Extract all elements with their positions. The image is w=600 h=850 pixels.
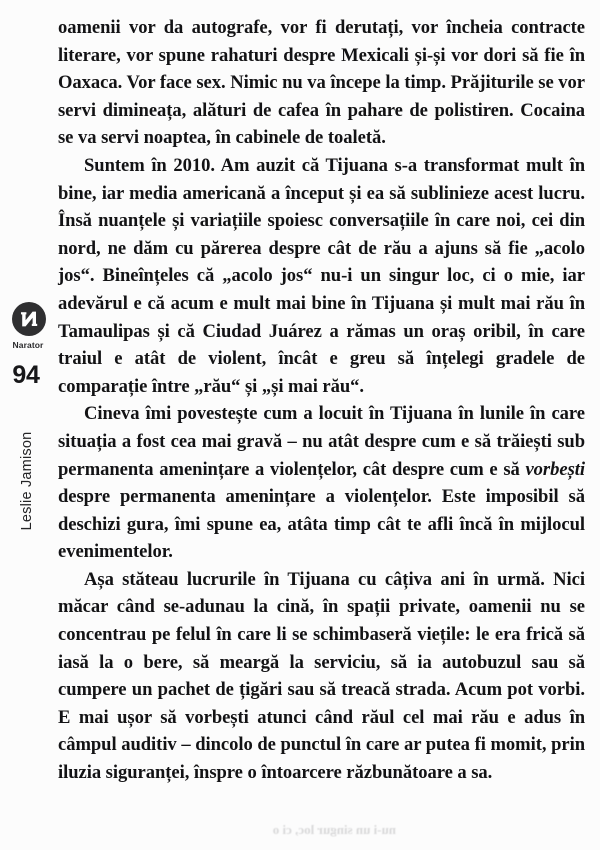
logo-n-glyph: [12, 302, 46, 336]
paragraph-text: oamenii vor da autografe, vor fi derutați, vor încheia contracte literare, vor spune rahaturi despre Mexicali și-și vor dori să fie în Oaxaca. Vor face sex. Nimic nu va începe la timp. Prăjiturile se vor servi dimineața, alături de cafea în pahare de polistiren. Cocaina se va servi noaptea, în cabinele de toaletă.: [58, 17, 585, 149]
paragraph-text: Suntem în 2010. Am auzit că Tijuana s-a transformat mult în bine, iar media americană a început și ea să sublinieze acest lucru. Însă nuanțele și variațiile spoiesc conversațiile în care noi, cei din nord, ne dăm cu părerea despre cât de rău a ajuns să fie „acolo jos“. Bineînțeles că „acolo jos“ nu-i un singur loc, ci o mie, iar adevărul e că acum e mult mai bine în Tijuana și mult mai rău în Tamaulipas și că Ciudad Juárez a rămas un oraș oribil, în care traiul e atât de violent, încât e greu să înțelegi gradele de comparație între „rău“ și „și mai rău“.: [58, 154, 585, 397]
emphasis-text: vorbești: [525, 458, 585, 480]
paragraph-text: despre permanenta amenințare a violențelor. Este imposibil să deschizi gura, îmi spune ea, atâta timp cât te afli încă în mijlocul evenimentelor.: [58, 486, 585, 563]
body-paragraph: [58, 566, 585, 787]
body-paragraph: [58, 14, 585, 152]
imprint-name: Narator: [12, 340, 44, 350]
running-head-author: Leslie Jamison: [19, 431, 35, 531]
body-text-column: [58, 14, 585, 787]
narator-n-logo-icon: [12, 302, 46, 336]
body-paragraph: [58, 152, 585, 400]
page-showthrough-artifact: nu-i un singur loc, ci o: [272, 822, 396, 837]
paragraph-text: Cineva îmi povestește cum a locuit în Tijuana în lunile în care situația a fost cea mai gravă – nu atât despre cum e să trăiești sub permanenta amenințare a violențelor, cât despre cum e să: [58, 403, 585, 480]
left-margin-rail: [0, 0, 56, 850]
page-number: 94: [12, 361, 40, 389]
body-paragraph: [58, 400, 585, 566]
paragraph-text: Așa stăteau lucrurile în Tijuana cu câțiva ani în urmă. Nici măcar când se-adunau la cină, în spații private, oamenii nu se concentrau pe felul în care li se schimbaseră viețile: le era frică să iasă la o bere, să meargă la serviciu, să ia autobuzul sau să cumpere un pachet de țigări sau să treacă strada. Acum pot vorbi. E mai ușor să vorbești atunci când răul cel mai rău e adus în câmpul auditiv – dincolo de punctul în care ar putea fi momit, prin iluzia siguranței, înspre o întoarcere răzbunătoare a sa.: [58, 568, 585, 784]
